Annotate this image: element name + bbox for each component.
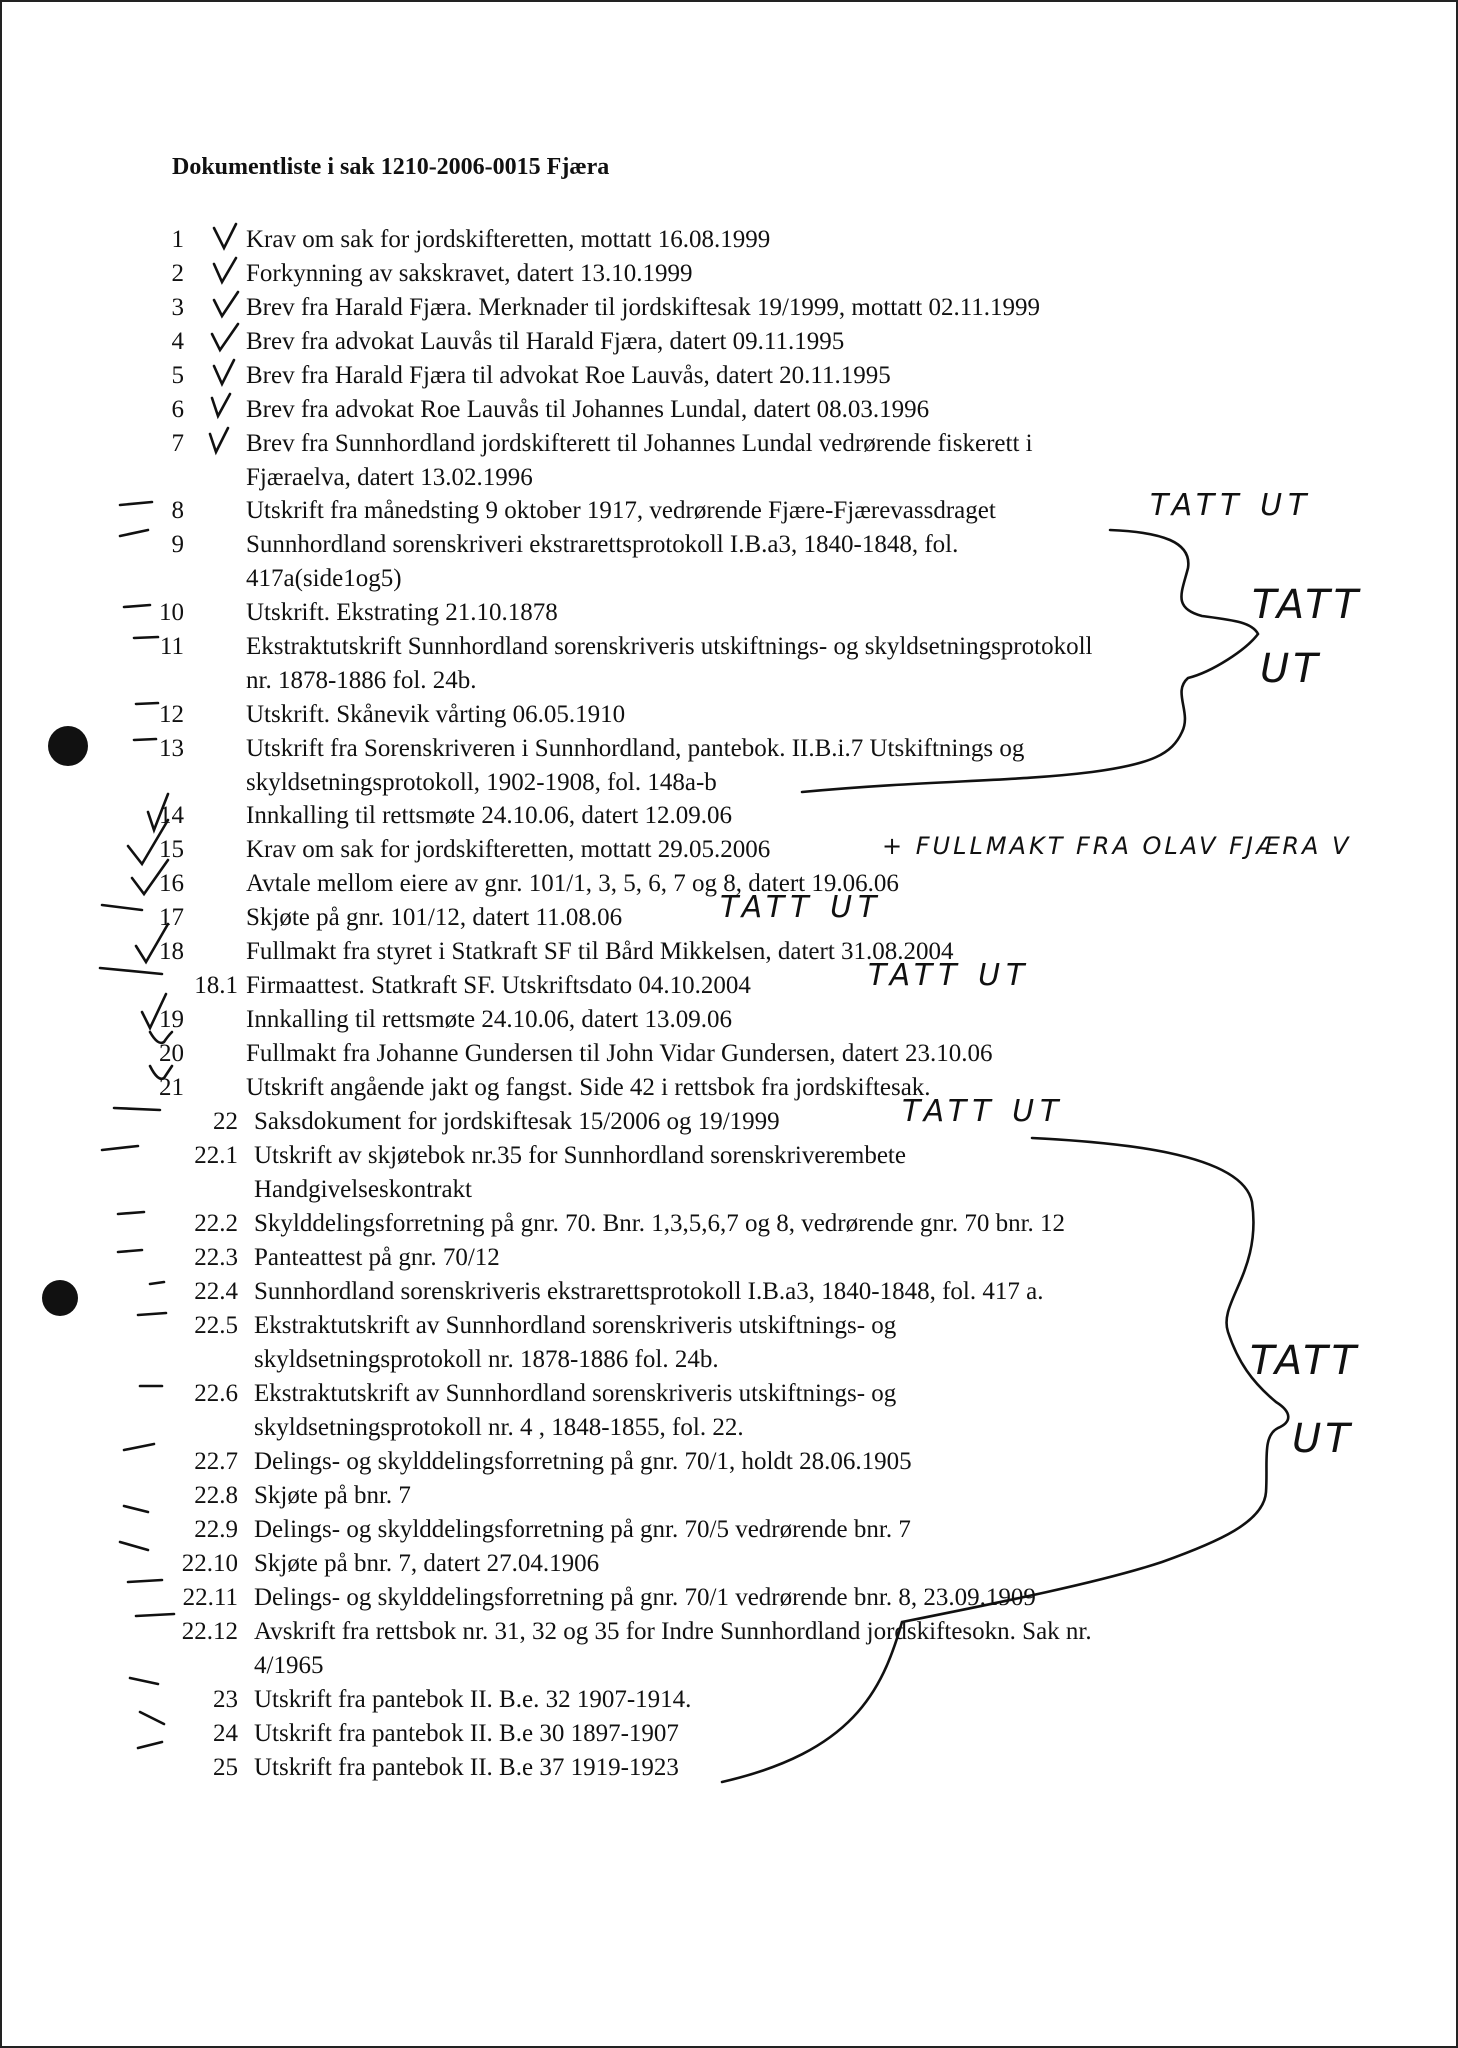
- item-text: Forkynning av sakskravet, datert 13.10.1999: [246, 260, 693, 287]
- check-mark-icon: [136, 924, 168, 962]
- check-mark-icon: [128, 820, 168, 864]
- item-number: 22.1: [194, 1142, 238, 1169]
- dash-mark-icon: [120, 502, 152, 505]
- item-number: 22.3: [194, 1244, 238, 1271]
- handwritten-marks: [2, 2, 1458, 2048]
- item-text: Handgivelseskontrakt: [254, 1176, 473, 1203]
- check-mark-icon: [132, 860, 168, 894]
- item-text: Skjøte på bnr. 7, datert 27.04.1906: [254, 1550, 600, 1577]
- item-number: 22.10: [181, 1550, 238, 1577]
- item-number: 5: [171, 362, 184, 389]
- item-text: 4/1965: [254, 1652, 324, 1679]
- item-number: 22.9: [194, 1516, 238, 1543]
- item-number: 22.7: [194, 1448, 238, 1475]
- item-text: Skjøte på bnr. 7: [254, 1482, 411, 1509]
- item-text: Firmaattest. Statkraft SF. Utskriftsdato 04.10.2004: [246, 972, 751, 999]
- item-number: 11: [159, 633, 184, 660]
- dash-mark-icon: [138, 1313, 166, 1315]
- item-number: 25: [213, 1754, 238, 1781]
- item-number: 22.6: [194, 1380, 238, 1407]
- item-text: Brev fra Sunnhordland jordskifterett til Johannes Lundal vedrørende fiskerett i: [246, 430, 1033, 457]
- dash-mark-icon: [124, 605, 150, 607]
- dash-mark-icon: [118, 1212, 144, 1214]
- document-title: Dokumentliste i sak 1210-2006-0015 Fjæra: [172, 154, 610, 180]
- handwritten-note-tatt-ut-22: TATT UT: [902, 1094, 1065, 1129]
- item-number: 22.2: [194, 1210, 238, 1237]
- dash-mark-icon: [134, 739, 156, 740]
- handwritten-note-tatt-22x: TATT: [1250, 1338, 1361, 1384]
- item-text: Utskrift av skjøtebok nr.35 for Sunnhordland sorenskriverembete: [254, 1142, 906, 1169]
- dash-mark-icon: [134, 637, 158, 638]
- dash-mark-icon: [136, 703, 158, 704]
- check-mark-icon: [150, 1032, 172, 1043]
- dash-mark-icon: [150, 1282, 164, 1284]
- check-mark-icon: [214, 292, 238, 316]
- item-number: 24: [213, 1720, 238, 1747]
- dash-mark-icon: [114, 1108, 160, 1110]
- dash-mark-icon: [140, 1712, 164, 1724]
- item-number: 14: [159, 802, 184, 829]
- item-number: 2: [171, 260, 184, 287]
- ink-blot: [48, 726, 88, 766]
- dash-mark-icon: [102, 905, 142, 910]
- handwritten-note-tatt-ut-17: TATT UT: [720, 890, 883, 925]
- item-number: 12: [159, 701, 184, 728]
- item-number: 9: [171, 531, 184, 558]
- item-number: 3: [171, 294, 184, 321]
- check-mark-icon: [214, 258, 236, 282]
- item-text: Skylddelingsforretning på gnr. 70. Bnr. 1,3,5,6,7 og 8, vedrørende gnr. 70 bnr. 12: [254, 1210, 1066, 1237]
- item-number: 8: [171, 497, 184, 524]
- item-text: Utskrift fra månedsting 9 oktober 1917, vedrørende Fjære-Fjærevassdraget: [246, 497, 996, 524]
- dash-mark-icon: [118, 1250, 142, 1252]
- item-text: skyldsetningsprotokoll, 1902-1908, fol. 148a-b: [246, 769, 717, 796]
- item-text: nr. 1878-1886 fol. 24b.: [246, 667, 477, 694]
- item-text: Brev fra advokat Lauvås til Harald Fjæra, datert 09.11.1995: [246, 328, 845, 355]
- item-number: 1: [171, 226, 184, 253]
- item-number: 22.5: [194, 1312, 238, 1339]
- item-text: Utskrift. Skånevik vårting 06.05.1910: [246, 701, 626, 728]
- item-text: Brev fra Harald Fjæra til advokat Roe Lauvås, datert 20.11.1995: [246, 362, 891, 389]
- bracket-mark: [722, 1138, 1288, 1782]
- item-number: 21: [159, 1074, 184, 1101]
- item-number: 17: [159, 904, 184, 931]
- item-text: Utskrift fra pantebok II. B.e. 32 1907-1914.: [254, 1686, 692, 1713]
- item-number: 22.8: [194, 1482, 238, 1509]
- item-text: Fjæraelva, datert 13.02.1996: [246, 464, 533, 491]
- check-mark-icon: [212, 324, 238, 350]
- item-text: Skjøte på gnr. 101/12, datert 11.08.06: [246, 904, 623, 931]
- check-mark-icon: [214, 224, 236, 248]
- item-number: 18.1: [194, 972, 238, 999]
- item-text: skyldsetningsprotokoll nr. 1878-1886 fol. 24b.: [254, 1346, 719, 1373]
- item-text: Ekstraktutskrift av Sunnhordland sorenskriveris utskiftnings- og: [254, 1380, 897, 1407]
- item-text: Utskrift fra pantebok II. B.e 30 1897-1907: [254, 1720, 679, 1747]
- item-number: 22.12: [181, 1618, 238, 1645]
- item-text: Ekstraktutskrift Sunnhordland sorenskriveris utskiftnings- og skyldsetningsprotokoll: [246, 633, 1093, 660]
- dash-mark-icon: [120, 530, 148, 536]
- item-number: 22.4: [194, 1278, 238, 1305]
- item-text: Brev fra advokat Roe Lauvås til Johannes Lundal, datert 08.03.1996: [246, 396, 930, 423]
- handwritten-note-ut-9-11: UT: [1260, 646, 1322, 692]
- item-number: 4: [171, 328, 184, 355]
- item-text: Krav om sak for jordskifteretten, mottatt 29.05.2006: [246, 836, 771, 863]
- dash-mark-icon: [128, 1580, 162, 1582]
- check-mark-icon: [214, 360, 234, 384]
- bracket-mark: [802, 530, 1258, 792]
- dash-mark-icon: [136, 1614, 174, 1616]
- item-text: Delings- og skylddelingsforretning på gnr. 70/1 vedrørende bnr. 8, 23.09.1909: [254, 1584, 1036, 1611]
- item-number: 22.11: [182, 1584, 238, 1611]
- item-number: 13: [159, 735, 184, 762]
- item-number: 10: [159, 599, 184, 626]
- item-number: 23: [213, 1686, 238, 1713]
- handwritten-note-tatt-ut-8: TATT UT: [1150, 488, 1313, 523]
- item-text: Utskrift fra pantebok II. B.e 37 1919-1923: [254, 1754, 679, 1781]
- item-number: 16: [159, 870, 184, 897]
- item-number: 20: [159, 1040, 184, 1067]
- item-text: Delings- og skylddelingsforretning på gnr. 70/1, holdt 28.06.1905: [254, 1448, 912, 1475]
- check-mark-icon: [210, 428, 228, 452]
- handwritten-note-ut-22x: UT: [1292, 1416, 1354, 1462]
- check-mark-icon: [212, 394, 230, 416]
- item-text: Brev fra Harald Fjæra. Merknader til jordskiftesak 19/1999, mottatt 02.11.1999: [246, 294, 1041, 321]
- dash-mark-icon: [102, 1146, 138, 1150]
- item-text: Innkalling til rettsmøte 24.10.06, datert 13.09.06: [246, 1006, 733, 1033]
- item-number: 7: [171, 430, 184, 457]
- item-text: Utskrift. Ekstrating 21.10.1878: [246, 599, 558, 626]
- item-text: Saksdokument for jordskiftesak 15/2006 og 19/1999: [254, 1108, 780, 1135]
- item-text: Utskrift fra Sorenskriveren i Sunnhordland, pantebok. II.B.i.7 Utskiftnings og: [246, 735, 1025, 762]
- item-number: 19: [159, 1006, 184, 1033]
- item-text: Krav om sak for jordskifteretten, mottatt 16.08.1999: [246, 226, 771, 253]
- item-text: Sunnhordland sorenskriveris ekstrarettsprotokoll I.B.a3, 1840-1848, fol. 417 a.: [254, 1278, 1044, 1305]
- check-mark-icon: [150, 1066, 172, 1079]
- dash-mark-icon: [100, 968, 162, 974]
- dash-mark-icon: [120, 1542, 148, 1550]
- item-text: Panteattest på gnr. 70/12: [254, 1244, 500, 1271]
- ink-blot: [42, 1280, 78, 1316]
- handwritten-note-tatt-9-11: TATT: [1252, 582, 1363, 628]
- item-number: 15: [159, 836, 184, 863]
- item-text: Fullmakt fra Johanne Gundersen til John Vidar Gundersen, datert 23.10.06: [246, 1040, 993, 1067]
- dash-mark-icon: [124, 1444, 154, 1450]
- item-text: Ekstraktutskrift av Sunnhordland sorenskriveris utskiftnings- og: [254, 1312, 897, 1339]
- item-number: 18: [159, 938, 184, 965]
- item-number: 22: [213, 1108, 238, 1135]
- item-text: 417a(side1og5): [246, 565, 402, 592]
- handwritten-note-fullmakt-15: + FULLMAKT FRA OLAV FJÆRA V: [882, 832, 1352, 860]
- item-text: Delings- og skylddelingsforretning på gnr. 70/5 vedrørende bnr. 7: [254, 1516, 911, 1543]
- handwritten-note-tatt-ut-18-1: TATT UT: [868, 958, 1031, 993]
- item-text: Avtale mellom eiere av gnr. 101/1, 3, 5, 6, 7 og 8, datert 19.06.06: [246, 870, 899, 897]
- item-text: skyldsetningsprotokoll nr. 4 , 1848-1855, fol. 22.: [254, 1414, 744, 1441]
- item-text: Fullmakt fra styret i Statkraft SF til Bård Mikkelsen, datert 31.08.2004: [246, 938, 954, 965]
- check-mark-icon: [142, 994, 166, 1028]
- dash-mark-icon: [124, 1506, 148, 1512]
- item-text: Sunnhordland sorenskriveri ekstrarettsprotokoll I.B.a3, 1840-1848, fol.: [246, 531, 959, 558]
- item-number: 6: [171, 396, 184, 423]
- item-text: Innkalling til rettsmøte 24.10.06, datert 12.09.06: [246, 802, 733, 829]
- item-text: Avskrift fra rettsbok nr. 31, 32 og 35 for Indre Sunnhordland jordskiftesokn. Sak nr.: [254, 1618, 1092, 1645]
- dash-mark-icon: [130, 1678, 158, 1684]
- dash-mark-icon: [138, 1742, 162, 1748]
- item-text: Utskrift angående jakt og fangst. Side 42 i rettsbok fra jordskiftesak.: [246, 1074, 931, 1101]
